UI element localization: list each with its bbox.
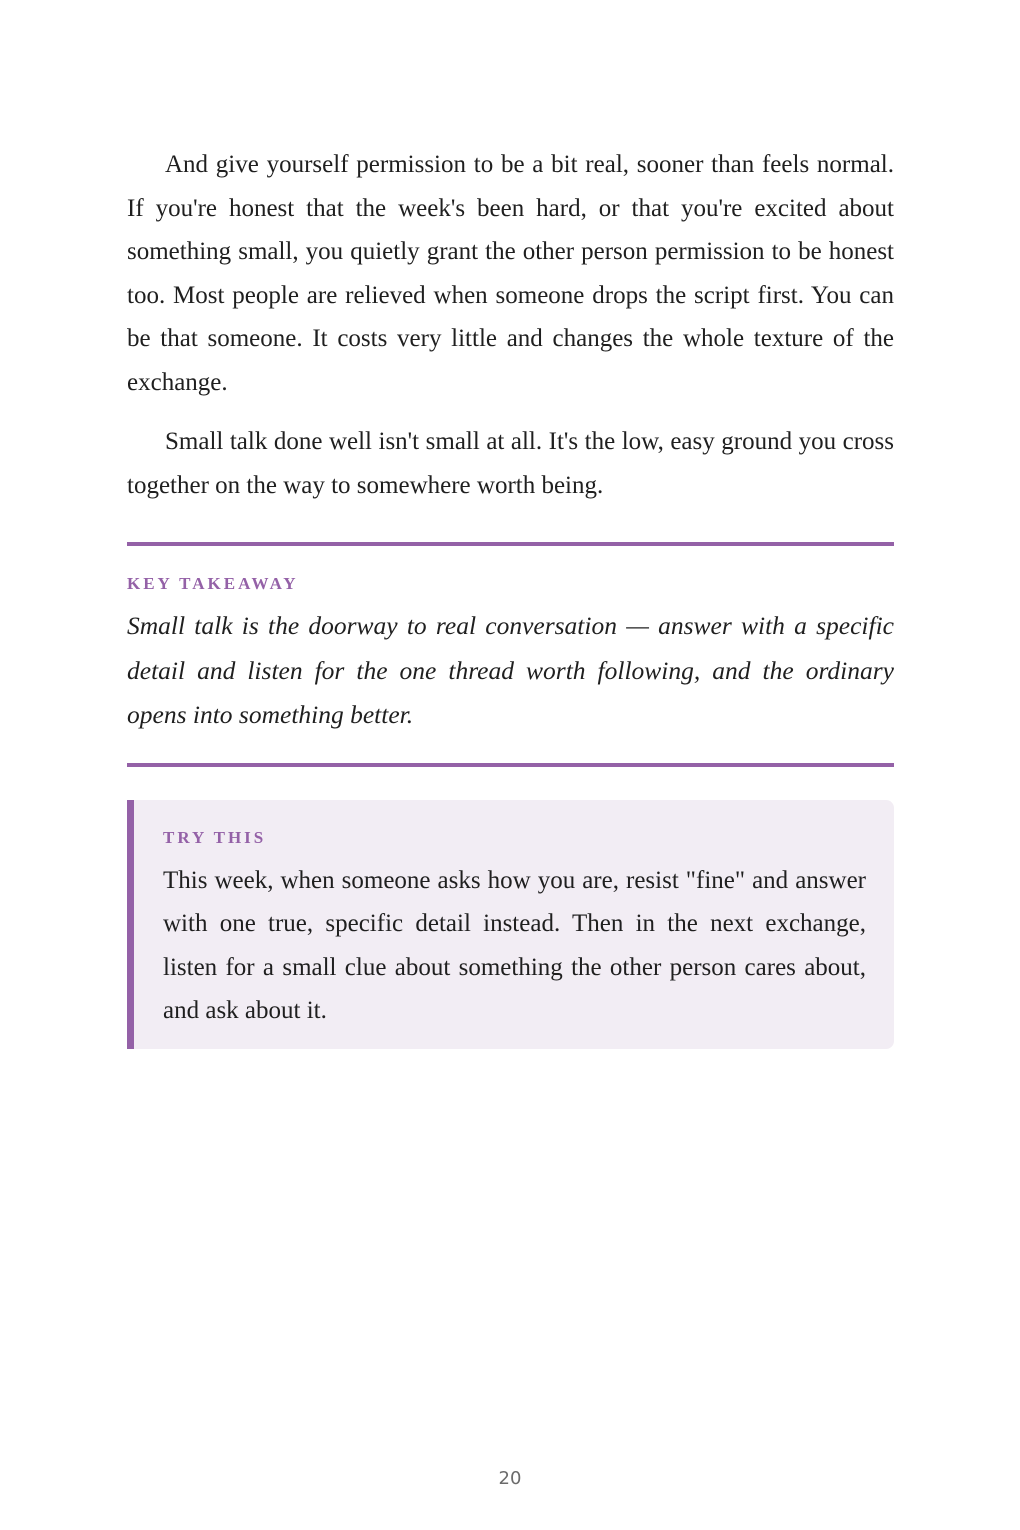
key-takeaway-text: Small talk is the doorway to real conversation — answer with a specific detail and listen for the one thread worth following, and the ordinary opens into something better. [127,611,894,729]
page-number: 20 [498,1468,522,1489]
try-this-box [127,800,894,1049]
body-paragraph: Small talk done well isn't small at all. It's the low, easy ground you cross together on the way to somewhere worth being. [127,428,894,499]
body-paragraph: And give yourself permission to be a bit real, sooner than feels normal. If you're honest that the week's been hard, or that you're excited about something small, you quietly grant the other person permission to be honest too. Most people are relieved when someone drops the script first. You can be that someone. It costs very little and changes the whole texture of the exchange. [127,151,894,396]
try-this-text: This week, when someone asks how you are, resist "fine" and answer with one true, specific detail instead. Then in the next exchange, listen for a small clue about something the other person cares about, and ask about it. [163,866,866,1024]
page-content [127,143,894,1049]
key-takeaway-label: KEY TAKEAWAY [127,574,299,593]
try-this-label: TRY THIS [163,827,267,847]
key-takeaway-box [127,542,894,767]
